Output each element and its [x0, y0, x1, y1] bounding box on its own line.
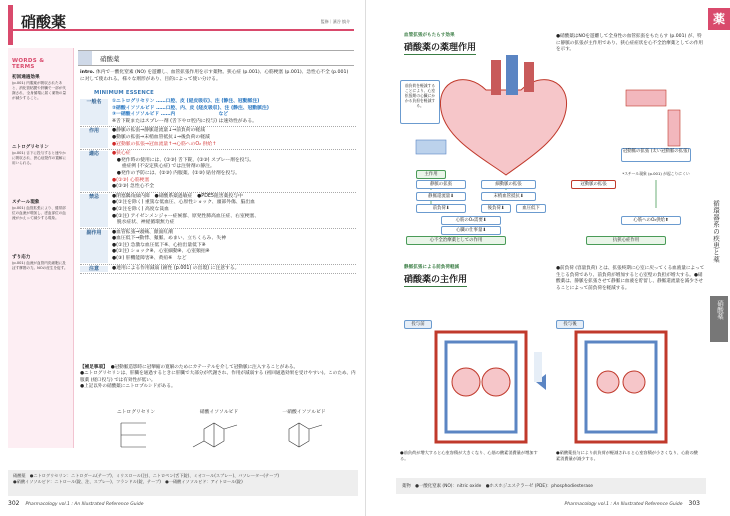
heart-note: 前負荷を軽減することにより、心室拡張期の心臓にかかる負担を軽減する。 — [400, 80, 440, 124]
venous-return-node: 静脈還流量⬇ — [416, 192, 466, 201]
intro-label: intro. — [80, 70, 95, 75]
row-line: ②硝酸イソソルビド ……口腔、内、皮 (経皮吸収)、注 (静注、冠動脈注) — [112, 105, 269, 111]
row-key: 一般名 — [80, 99, 108, 125]
after-label: 投与後 — [556, 320, 584, 329]
page-number: 302 — [8, 500, 20, 507]
row-key: 適応 — [80, 151, 108, 191]
figure-title: 硝酸薬の主作用 — [404, 272, 467, 287]
figure-subtitle: 血管拡張がもたらす効果 — [404, 33, 455, 38]
sidebar-term-ref: (p.001) — [12, 261, 26, 265]
resistance-node: 末梢血管抵抗⬇ — [481, 192, 536, 201]
row-line: ●血管拡張⇒頭痛、顔面紅潮 — [112, 229, 173, 235]
supplementary-notes — [80, 365, 356, 391]
structure-name: ニトログリセリン — [116, 410, 156, 415]
sidebar-term-ref: (p.001) — [12, 206, 26, 210]
sidebar-term-title: 初回通過効果 — [12, 75, 40, 80]
chapter-tab-char: 薬 — [708, 8, 730, 30]
sidebar-term-title: スチール現象 — [12, 200, 40, 205]
cardiac-work-node: 心臓の仕事量⬇ — [441, 226, 501, 235]
row-line: ●(①注を除く) 重篤な低血圧、心原性ショック、頭部外傷、脳出血 — [112, 200, 255, 206]
table-row — [80, 98, 356, 127]
figure-main-action — [396, 262, 706, 477]
row-line: ●(①注) ショック※、心室細動※、心室頻拍※ — [112, 249, 210, 255]
row-line: ●連用による作用減弱 (耐性 (p.001) の出現) に注意する。 — [112, 265, 240, 271]
coronary-dilation-node: 冠動脈の拡張 — [571, 180, 616, 189]
o2-demand-node: 心筋のO₂需要⬇ — [441, 216, 501, 225]
row-line: 重症例 (不安定狭心症) では注射剤の静注。 — [112, 164, 215, 170]
row-line: ●(①注) 急激な血圧低下※、心拍出量低下※ — [112, 242, 206, 248]
structure-isosorbide-mononitrate — [260, 408, 348, 453]
page-number-right — [565, 500, 700, 507]
row-line: ●(①注を除く) 高度な貧血 — [112, 206, 169, 212]
sidebar-term-text: 内服薬が吸収されたあと、消化管粘膜や肝臓で一部が代謝され、全身循環に届く薬物の量が減少すること。 — [12, 81, 67, 100]
afterload-node: 後負荷⬇ — [481, 204, 511, 213]
bp-node: 血圧低下 — [516, 204, 546, 213]
row-value — [112, 151, 356, 191]
sidebar-term — [8, 143, 73, 168]
right-page — [365, 0, 730, 516]
intro-text: 体内で一酸化窒素 (NO) を遊離し、血管拡張作用を示す薬物。狭心症 (p.001)、心筋梗塞 (p.001)、急性心不全 (p.001) に対して使われる。様々な剤形があり、目的によって使い分ける。 — [80, 70, 349, 82]
row-line: ●動脈の拡張⇒末梢血管抵抗↓⇒後負荷の軽減 — [112, 134, 210, 140]
footer-line: ●硝酸イソソルビド：ニトロール(錠、注、スプレー)、フランドル(錠、テープ) ●一硝酸イソソルビド：アイトロール(錠) — [13, 478, 243, 484]
antianginal-node: 抗狭心症作用 — [586, 236, 666, 245]
sidebar-term-title: ニトログリセリン — [12, 145, 49, 150]
sidebar-term-text: 舌下に投与すると速やかに吸収され、狭心症発作の寛解に用いられる。 — [12, 151, 67, 165]
drug-list-footer — [8, 470, 358, 496]
sidebar-term-text: 血管拡張により、健常部位の血流が増加し、虚血部位の血流がかえって減少する現象。 — [12, 206, 66, 220]
structure-isosorbide-dinitrate — [175, 408, 263, 453]
row-line: ●静脈の拡張⇒静脈還流量↓⇒前負荷の軽減 — [112, 128, 205, 134]
caption-before: ●前負荷が増大すると心室容積が大きくなり、心筋の酸素消費量が増加する。 — [400, 450, 538, 461]
vein-action-node: 静脈の拡張 — [416, 180, 466, 189]
sidebar-term — [8, 198, 73, 223]
chapter-vertical-title: 循環器系の疾患と薬 — [712, 200, 720, 263]
page-title: 硝酸薬 — [21, 13, 67, 31]
section-marker — [78, 51, 92, 65]
intro-paragraph — [80, 70, 354, 83]
row-value — [112, 266, 356, 273]
section-label: 硝酸薬 — [100, 55, 120, 63]
row-key: 禁忌 — [80, 194, 108, 227]
chemical-structures — [80, 408, 356, 478]
structure-drawing — [274, 417, 334, 453]
chapter-side-tab — [708, 0, 730, 516]
row-line: ●(③) 肝機能障害※、黄疸※ など — [112, 256, 187, 262]
page-caption: Pharmacology vol.1 : An Illustrated Reference Guide — [25, 502, 144, 507]
row-line: ●血圧低下⇒動悸、頻脈、めまい、立ちくらみ、失神 — [112, 236, 227, 242]
row-line: ●閉塞隅角緑内障 ●硝酸系薬過敏症 ●PDE5阻害薬投与中 — [112, 193, 243, 199]
row-line: ③一硝酸イソソルビド ……内 など — [112, 112, 229, 118]
row-line: ●(①注) アイゼンメンジャー症候群、原発性肺高血圧症、右室梗塞、 — [112, 213, 260, 219]
supervisor: 監修｜濱谷 慎介 — [320, 19, 350, 24]
row-line: ●(①③) 心筋梗塞 — [112, 177, 150, 183]
table-row — [80, 150, 356, 193]
table-row — [80, 193, 356, 229]
abbreviation-footer: 薬物 ●一酸化窒素 (NO)：nitric oxide ●ホスホジエステラーゼ (PDE)：phosphodiesterase — [396, 478, 706, 494]
essence-heading: MINIMUM ESSENCE — [94, 90, 154, 96]
structure-nitroglycerin — [92, 408, 180, 453]
figure-pharmacology — [396, 30, 706, 245]
figure-description: ●硝酸薬はNOを遊離して全身性の血管拡張をもたらす (p.001) が、特に静脈の拡張が主作用であり、狭心症症状を心不全治療薬としての作用を示す。 — [556, 34, 704, 52]
chapter-active-tab: 硝酸薬 — [710, 296, 728, 342]
row-line: ●冠動脈の拡張⇒冠血流量↑⇒心筋へのO₂ 供給↑ — [112, 141, 217, 147]
figure-description: ●前負荷 (容量負荷) とは、拡張終期に心室に戻ってくる血液量によって生じる負荷であり、前負荷が増加すると心室壁の負担が増大する。●硝酸薬は、静脈を拡張させて静脈に血液を貯留し、静脈還流量を減少させることによって前負荷を軽減する。 — [556, 266, 705, 291]
section-header — [78, 50, 354, 66]
row-value — [112, 230, 356, 263]
figure-subtitle: 静脈拡張による前負荷軽減 — [404, 265, 460, 270]
structure-name: 硝酸イソソルビド — [199, 410, 239, 415]
sidebar-term-title: ずり応力 — [12, 255, 31, 260]
steal-note: *スチール現象 (p.001) が起こりにくい — [622, 171, 690, 176]
note-line: ●上記以外の硝酸薬にニトロプルシドがある。 — [80, 384, 176, 390]
notes-label: 【補足事項】 — [80, 365, 108, 370]
row-key: 注意 — [80, 266, 108, 273]
caption-after: ●硝酸薬投与により前負荷が軽減されると心室容積が小さくなり、心筋の酸素消費量が減少する。 — [556, 450, 698, 461]
row-line: ①ニトログリセリン ……口腔、皮 (経皮吸収)、注 (静注、冠動脈注) — [112, 99, 260, 104]
footer-line: 硝酸薬 ●ニトログリセリン：ニトロダーム(テープ)、ミリスロール(注)、ニトロペン(舌下錠)、ミオコール(スプレー)、バソレーター(テープ) — [13, 473, 280, 478]
table-row — [80, 127, 356, 150]
artery-action-node: 細動脈の拡張 — [481, 180, 536, 189]
note-line: ●ニトログリセリンは、肝臓を通過するときに肝臓で大部分が代謝され、作用が減弱する (初回通過効果を受けやすい)。このため、内服薬 (経口投与) では有効性が低い。 — [80, 371, 356, 383]
main-action-badge: 主作用 — [416, 170, 446, 179]
row-value — [112, 99, 356, 125]
preload-node: 前負荷⬇ — [416, 204, 466, 213]
words-terms-heading: WORDS & TERMS — [12, 58, 45, 70]
row-line: ※舌下錠またはスプレー剤 (舌下やロ腔内に投与) は速効性がある。 — [112, 118, 257, 124]
structure-name: 一硝酸イソソルビド — [282, 410, 326, 415]
table-row — [80, 229, 356, 265]
page-number: 303 — [688, 500, 700, 507]
sidebar-term-text: 血流が血管内皮細胞に及ぼす摩擦の力。NOの産生を促す。 — [12, 261, 68, 270]
note-line: ●冠動脈造影時に冠攣縮の寛解のためにカテーテルを介して冠動脈に注入することがある。 — [110, 365, 299, 370]
row-key: 副作用 — [80, 230, 108, 263]
row-line: ●発作の予防には、(②③) 内服薬、(①③) 貼付剤を投与。 — [112, 170, 240, 176]
before-label: 投与前 — [404, 320, 432, 329]
row-line: ●狭心症 — [112, 151, 131, 157]
coronary-action-node: 冠動脈の拡張 (太い冠動脈の拡張) — [621, 148, 691, 162]
row-line: ●発作時の使用には、(①③) 舌下錠、(①③) スプレー剤を投与。 — [112, 157, 255, 163]
page-number-left — [8, 500, 143, 507]
sidebar-term — [8, 73, 73, 103]
row-line: 脱水症状、神経循環無力症 — [112, 220, 175, 226]
title-underline — [13, 29, 354, 31]
row-value — [112, 128, 356, 148]
row-line: ●(①③) 急性心不全 — [112, 184, 155, 190]
figure-title: 硝酸薬の薬理作用 — [404, 40, 476, 55]
page-title-bar — [8, 5, 354, 45]
essence-table — [80, 98, 356, 274]
page-caption: Pharmacology vol.1 : An Illustrated Reference Guide — [564, 502, 683, 507]
row-key: 作用 — [80, 128, 108, 148]
heart-failure-node: 心不全治療薬としての作用 — [406, 236, 506, 245]
words-terms-sidebar — [8, 48, 74, 448]
table-row — [80, 265, 356, 275]
row-value — [112, 194, 356, 227]
o2-supply-node: 心筋へのO₂供給⬆ — [621, 216, 681, 225]
sidebar-term-ref: (p.001) — [12, 151, 26, 155]
sidebar-term-ref: (p.001) — [12, 81, 26, 85]
sidebar-term — [8, 253, 73, 273]
circulation-diagram — [396, 262, 706, 477]
structure-drawing — [189, 417, 249, 453]
structure-drawing — [106, 417, 166, 453]
